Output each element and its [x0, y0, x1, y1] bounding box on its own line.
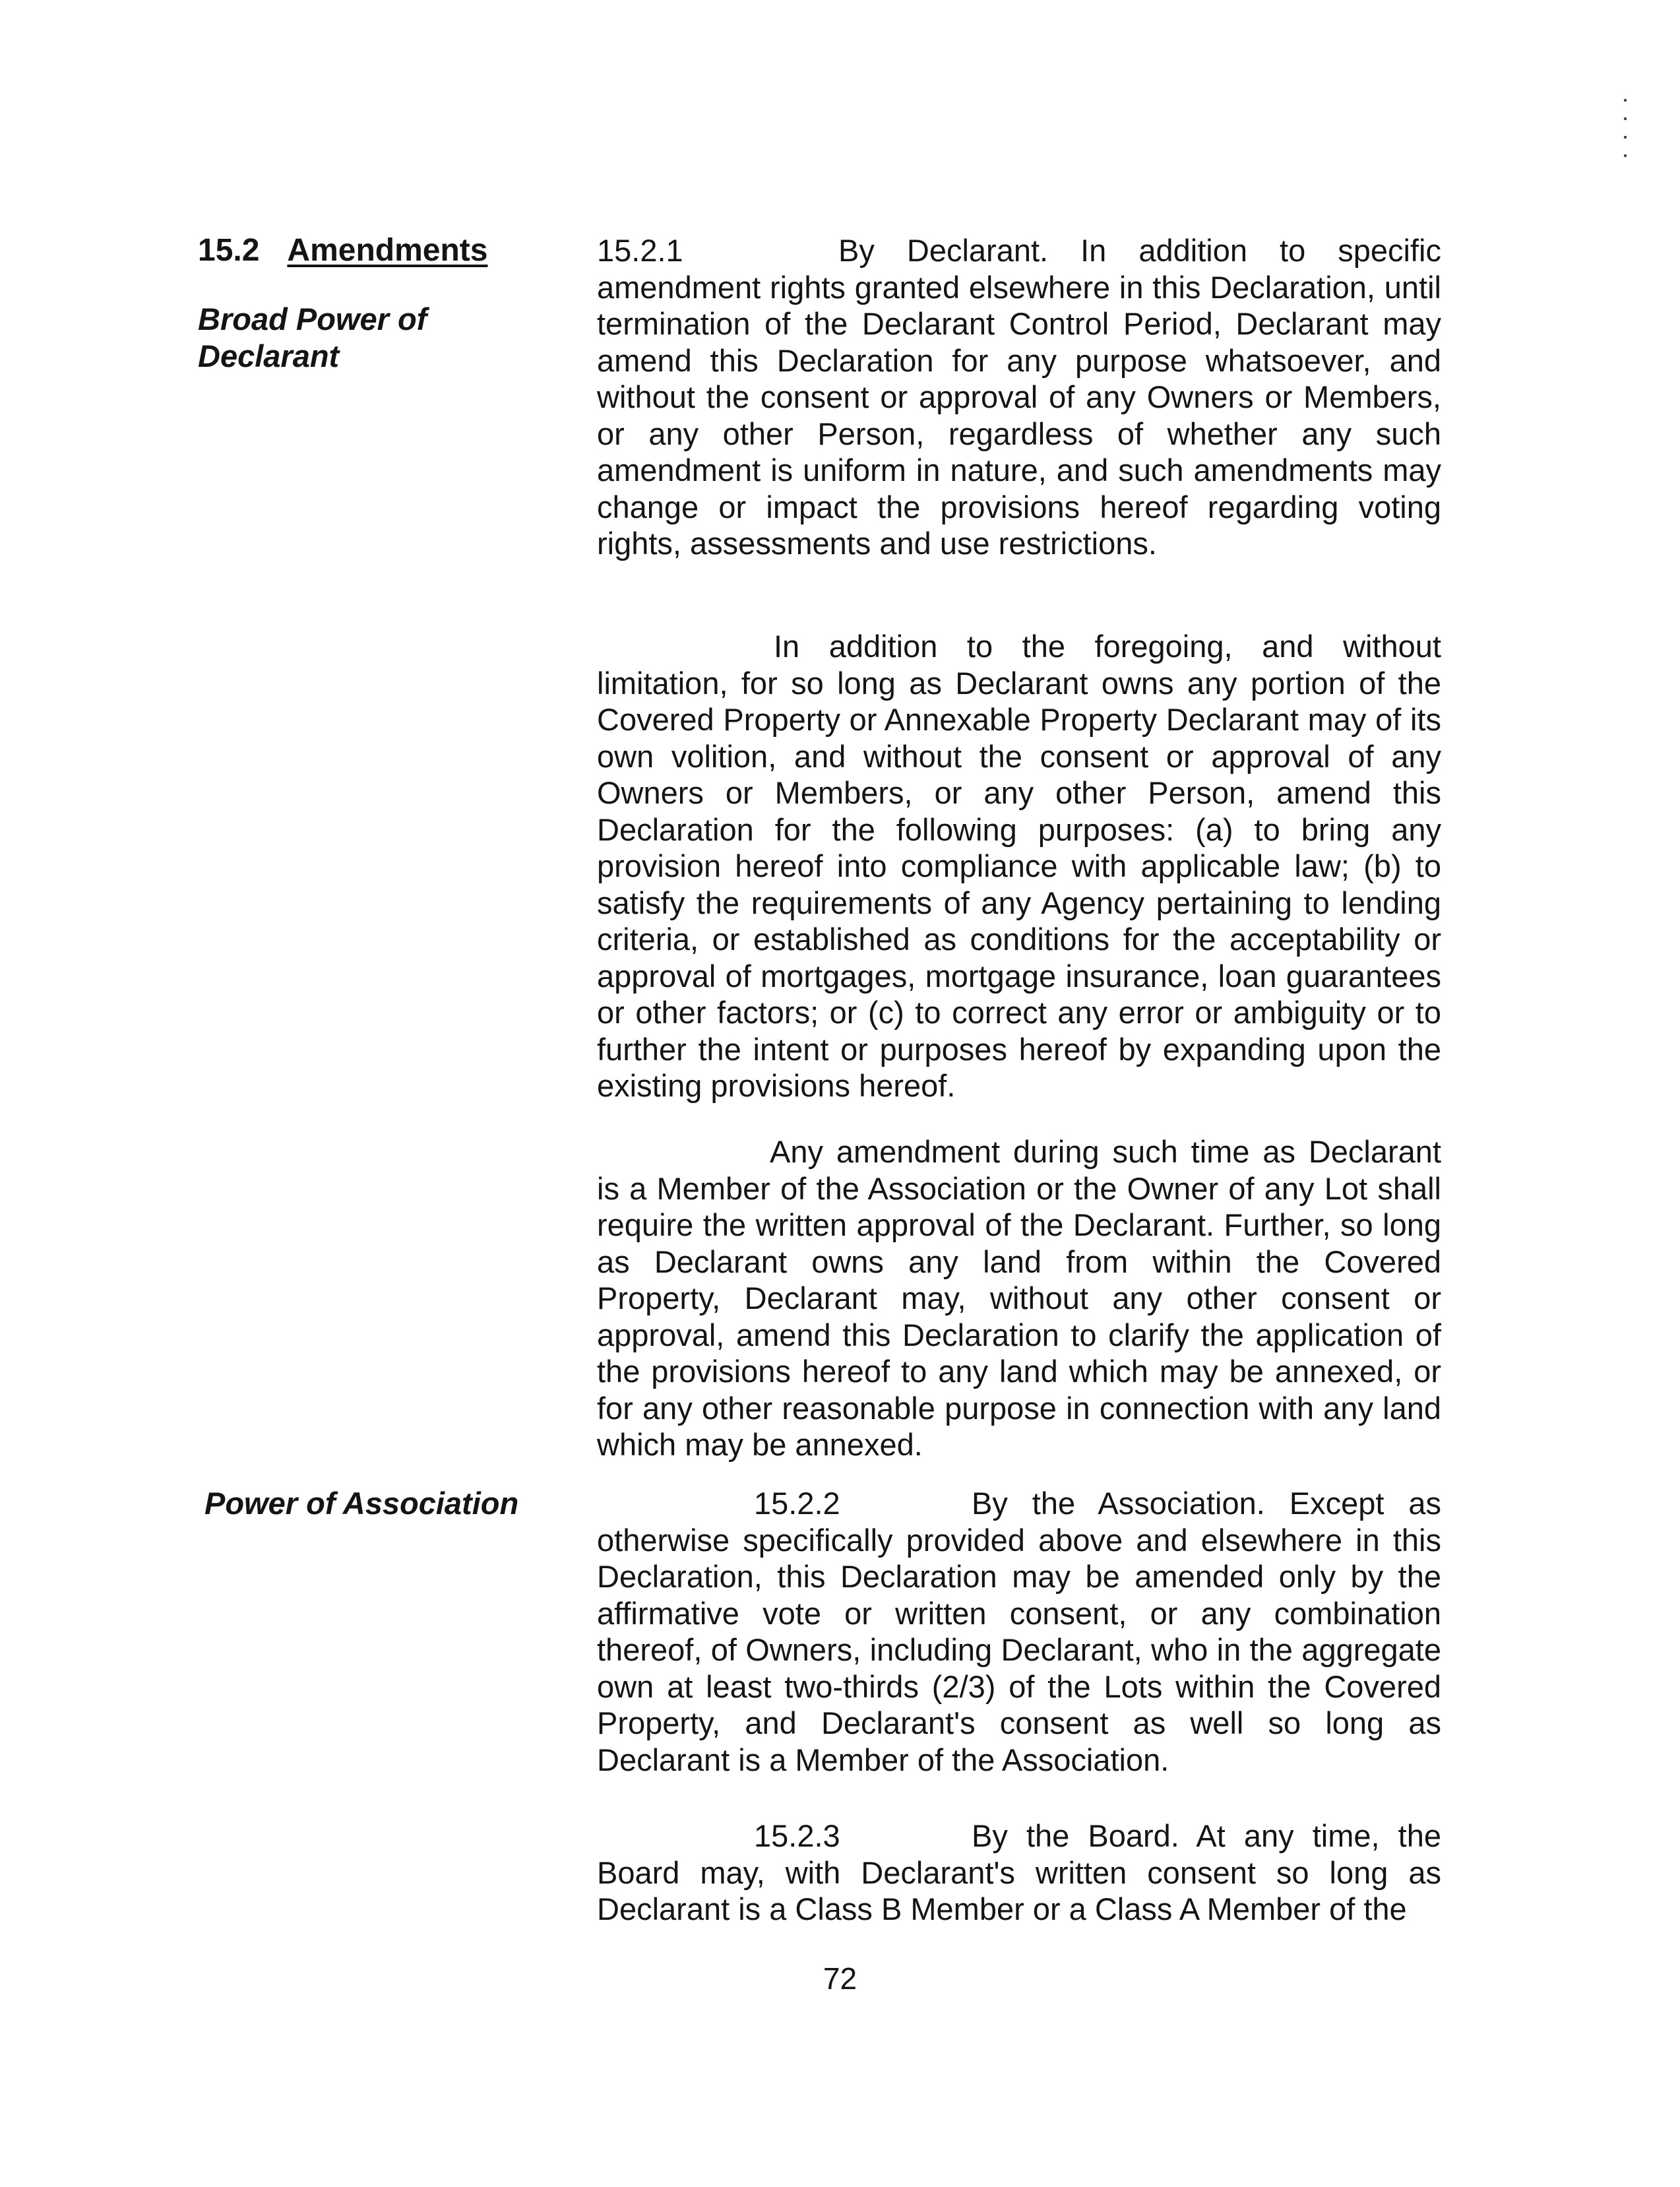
side-heading-broad-power: Broad Power of Declarant: [198, 301, 427, 373]
scan-mark: [1624, 99, 1628, 178]
subsection-number: 15.2.2: [754, 1486, 840, 1521]
paragraph-15-2-1: [597, 232, 1441, 562]
paragraph-text: Any amendment during such time as Declarant is a Member of the Association or the Owner of any Lot shall require the written approval of the Declarant. Further, so long as Declarant owns any land from within the Covered Property, Declarant may, without any other consent or approval, amend this Declaration to clarify the application of the provisions hereof to any land which may be annexed, or for any other reasonable purpose in connection with any land which may be annexed.: [597, 1134, 1441, 1462]
page-number: 72: [823, 1961, 857, 1996]
section-number: 15.2: [198, 233, 260, 268]
section-heading: [198, 232, 487, 269]
subsection-number: 15.2.3: [754, 1818, 840, 1853]
subsection-number: 15.2.1: [597, 233, 683, 268]
paragraph-foregoing: [597, 628, 1441, 1104]
paragraph-text: In addition to the foregoing, and without limitation, for so long as Declarant owns any portion of the Covered Property or Annexable Property Declarant may of its own volition, and without the consent or approval of any Owners or Members, or any other Person, amend this Declaration for the following purposes: (a) to bring any provision hereof into compliance with applicable law; (b) to satisfy the requirements of any Agency pertaining to lending criteria, or established as conditions for the acceptability or approval of mortgages, mortgage insurance, loan guarantees or other factors; or (c) to correct any error or ambiguity or to further the intent or purposes hereof by expanding upon the existing provisions hereof.: [597, 629, 1441, 1103]
paragraph-text: By Declarant. In addition to specific amendment rights granted elsewhere in this Declaration, until termination of the Declarant Control Period, Declarant may amend this Declaration for any purpose whatsoever, and without the consent or approval of any Owners or Members, or any other Person, regardless of whether any such amendment is uniform in nature, and such amendments may change or impact the provisions hereof regarding voting rights, assessments and use restrictions.: [597, 233, 1441, 561]
section-title: Amendments: [287, 233, 488, 268]
side-heading-power-of-association: Power of Association: [204, 1486, 519, 1521]
paragraph-any-amendment: [597, 1133, 1441, 1463]
paragraph-text: By the Board. At any time, the Board may, with Declarant's written consent so long as Declarant is a Class B Member or a Class A Member of the: [597, 1818, 1441, 1926]
paragraph-15-2-2: [597, 1485, 1441, 1778]
paragraph-15-2-3: [597, 1818, 1441, 1928]
paragraph-text: By the Association. Except as otherwise specifically provided above and elsewhere in this Declaration, this Declaration may be amended only by the affirmative vote or written consent, or any combination thereof, of Owners, including Declarant, who in the aggregate own at least two-thirds (2/3) of the Lots within the Covered Property, and Declarant's consent as well so long as Declarant is a Member of the Association.: [597, 1486, 1441, 1777]
